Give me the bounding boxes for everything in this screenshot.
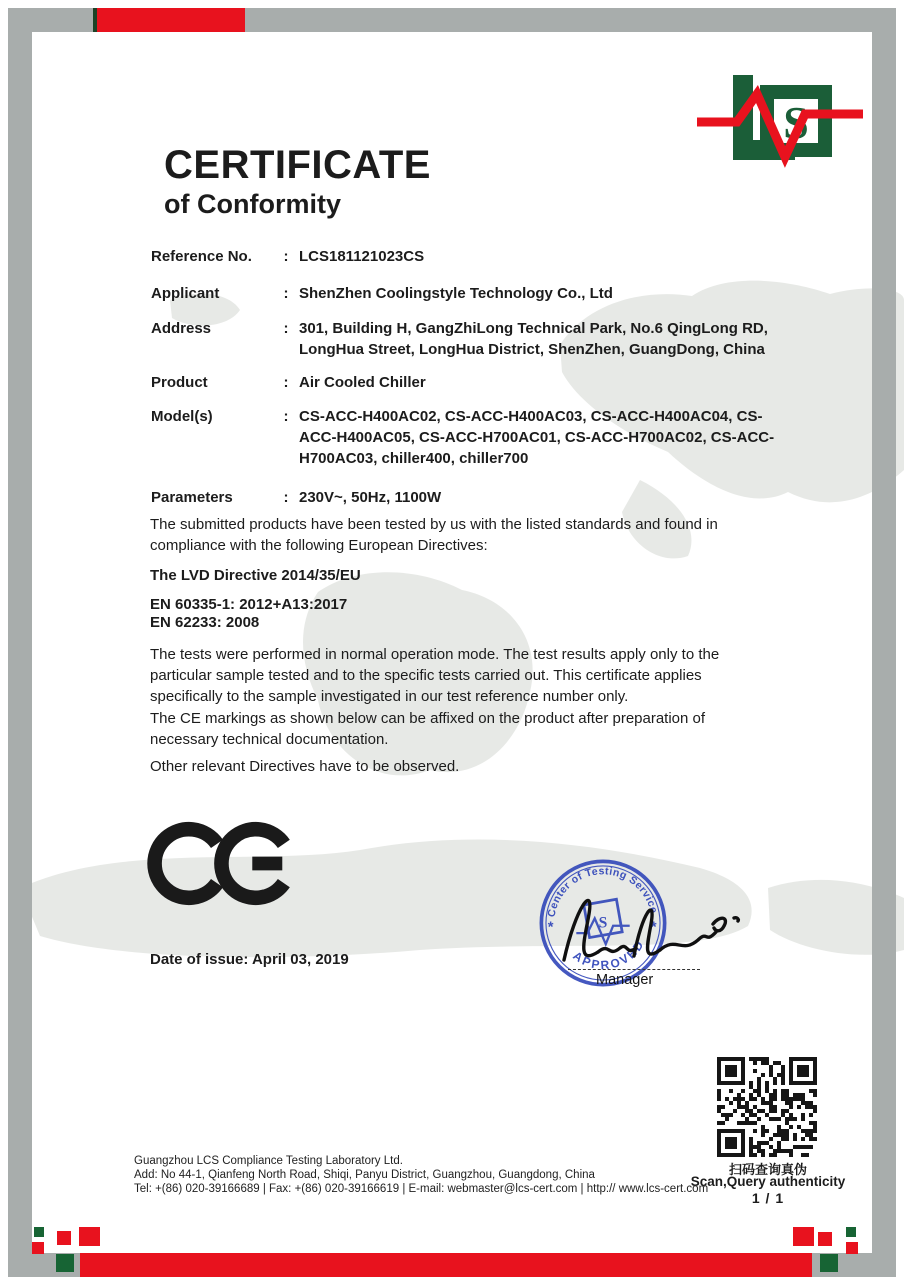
frame-top-red-segment (97, 8, 245, 32)
signature-line (568, 969, 700, 970)
standard-en60335: EN 60335-1: 2012+A13:2017 (150, 596, 348, 613)
signature (548, 868, 748, 988)
corner-mark-green (34, 1227, 44, 1237)
paragraph-tests: The tests were performed in normal operation mode. The test results apply only to the particular sample tested and to the specific tests carried out. This certificate applies specifically to the sample investigated in our test reference number only. (150, 646, 720, 705)
field-value: LCS181121023CS (299, 248, 425, 265)
field-address: Address : 301, Building H, GangZhiLong Technical Park, No.6 QingLong RD, LongHua Street, LongHua District, ShenZhen, GuangDong, China (151, 318, 799, 360)
qr-caption-english: Scan,Query authenticity (690, 1174, 846, 1189)
corner-mark-red (32, 1242, 44, 1254)
stamp-star-left: * (547, 919, 554, 936)
field-value: 230V~, 50Hz, 1100W (299, 489, 442, 506)
corner-mark-red (818, 1232, 832, 1246)
lvd-directive: The LVD Directive 2014/35/EU (150, 567, 361, 584)
ce-mark (146, 811, 296, 916)
field-value: 301, Building H, GangZhiLong Technical Park, No.6 QingLong RD, LongHua Street, LongHua District, ShenZhen, GuangDong, China (299, 320, 768, 358)
footer-contacts: Tel: +(86) 020-39166689 | Fax: +(86) 020-39166619 | E-mail: webmaster@lcs-cert.com | http:// www.lcs-cert.com (134, 1182, 709, 1195)
field-value: CS-ACC-H400AC02, CS-ACC-H400AC03, CS-ACC-H400AC04, CS-ACC-H400AC05, CS-ACC-H700AC01, CS-ACC-H700AC02, CS-ACC-H700AC03, chiller400, chiller700 (299, 408, 775, 467)
lcs-logo (695, 60, 875, 175)
field-label: Applicant (151, 285, 220, 302)
field-label: Model(s) (151, 408, 213, 425)
footer-address: Add: No 44-1, Qianfeng North Road, Shiqi, Panyu District, Guangzhou, Guangdong, China (134, 1168, 595, 1181)
field-applicant: Applicant : ShenZhen Coolingstyle Technology Co., Ltd (151, 283, 799, 304)
footer-company: Guangzhou LCS Compliance Testing Laboratory Ltd. (134, 1155, 403, 1167)
corner-mark-green (846, 1227, 856, 1237)
qr-caption-chinese: 扫码查询真伪 (728, 1162, 807, 1177)
stamp-arc-bottom-text: APPROVED (570, 936, 648, 973)
lcs-logo-letter: S (783, 97, 809, 148)
signatory-role: Manager (596, 972, 654, 988)
field-label: Product (151, 374, 208, 391)
field-parameters: Parameters : 230V~, 50Hz, 1100W (151, 487, 799, 508)
field-label: Parameters (151, 489, 233, 506)
field-reference-no: Reference No. : LCS181121023CS (151, 246, 799, 267)
bottom-red-bar (80, 1253, 812, 1277)
corner-mark-red (57, 1231, 71, 1245)
stamp-star-right: * (650, 919, 657, 936)
corner-mark-green (820, 1254, 838, 1272)
date-of-issue: Date of issue: April 03, 2019 (150, 951, 349, 968)
paragraph-ce-markings: The CE markings as shown below can be affixed on the product after preparation of necessary technical documentation. (150, 710, 706, 748)
corner-mark-red (793, 1227, 814, 1246)
frame-right (872, 8, 896, 1277)
frame-left (8, 8, 32, 1277)
certificate-subtitle: of Conformity (164, 189, 341, 219)
certificate-title: CERTIFICATE (164, 143, 431, 187)
corner-mark-red (79, 1227, 100, 1246)
stamp-center-letter: S (598, 914, 608, 932)
paragraph-other-directives: Other relevant Directives have to be observed. (150, 758, 460, 775)
field-label: Reference No. (151, 248, 252, 265)
footer (134, 1155, 734, 1196)
field-models: Model(s) : CS-ACC-H400AC02, CS-ACC-H400AC03, CS-ACC-H400AC04, CS-ACC-H400AC05, CS-ACC-H700AC01, CS-ACC-H700AC02, CS-ACC-H700AC03, chiller400, chiller700 (151, 406, 799, 469)
standard-en62233: EN 62233: 2008 (150, 614, 260, 631)
stamp-arc-top-text: Center of Testing Service (545, 865, 660, 919)
paragraph-intro: The submitted products have been tested by us with the listed standards and found in compliance with the following European Directives: (150, 516, 718, 554)
corner-mark-green (56, 1254, 74, 1272)
page-number: 1 / 1 (751, 1190, 785, 1206)
field-value: Air Cooled Chiller (299, 374, 426, 391)
field-value: ShenZhen Coolingstyle Technology Co., Ltd (299, 285, 613, 302)
certificate-fields (151, 246, 799, 508)
qr-code (717, 1057, 817, 1157)
field-product: Product : Air Cooled Chiller (151, 372, 799, 393)
field-label: Address (151, 320, 212, 337)
corner-mark-red (846, 1242, 858, 1254)
